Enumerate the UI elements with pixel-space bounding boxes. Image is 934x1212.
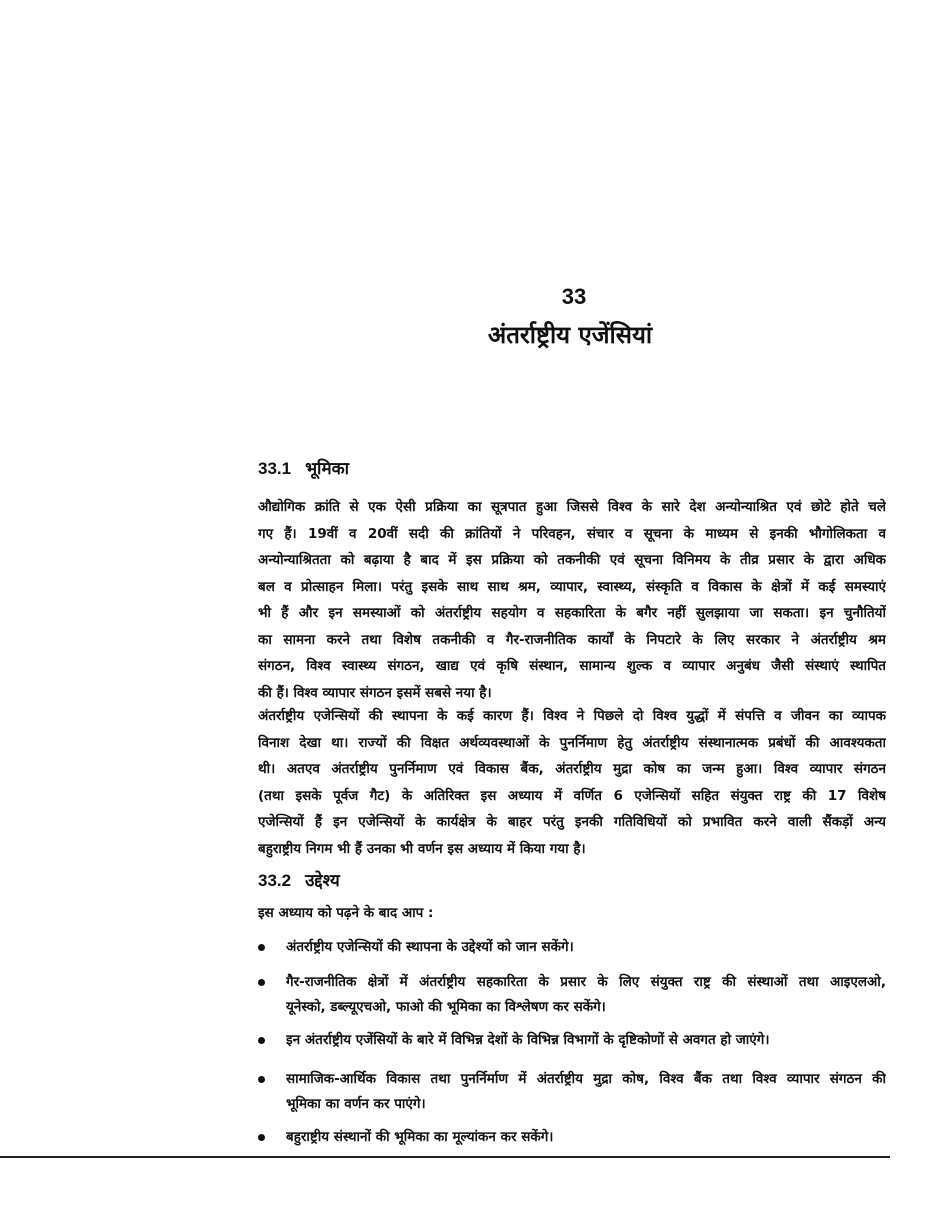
bullet-icon (258, 1037, 265, 1044)
bullet-icon (258, 944, 265, 951)
footer-rule (0, 1156, 890, 1158)
text-line: अंतर्राष्ट्रीय एजेन्सियों की स्थापना के उद्देश्यों को जान सकेंगे। (286, 939, 574, 955)
chapter-number: 33 (561, 284, 587, 309)
text-line: अंतर्राष्ट्रीय एजेन्सियों की स्थापना के कई कारण हैं। विश्व ने पिछले दो विश्व युद्धों में संपत्ति व जीवन का व्यापक (258, 708, 886, 724)
objective-bullet (258, 1067, 886, 1117)
objectives-intro: इस अध्याय को पढ़ने के बाद आप : (258, 905, 434, 921)
section-number: 33.1 (258, 459, 292, 478)
objective-bullet (258, 1028, 886, 1053)
text-line: भूमिका का वर्णन कर पाएंगे। (286, 1096, 426, 1112)
paragraph-1 (258, 494, 886, 706)
text-line: विनाश देखा था। राज्यों की विक्षत अर्थव्यवस्थाओं के पुनर्निमाण हेतु अंतर्राष्ट्रीय संस्थानात्मक प्रबंधों की आवश्यकता (258, 734, 886, 751)
text-line: यूनेस्को, डब्ल्यूएचओ, फाओ की भूमिका का विश्लेषण कर सकेंगे। (286, 999, 606, 1015)
text-line: औद्योगिक क्रांति से एक ऐसी प्रक्रिया का सूत्रपात हुआ जिससे विश्व के सारे देश अन्योन्याश्रित एवं छोटे होते चले (258, 499, 886, 515)
text-line: बहुराष्ट्रीय निगम भी हैं उनका भी वर्णन इस अध्याय में किया गया है। (258, 840, 586, 857)
paragraph-2 (258, 703, 886, 862)
text-line: (तथा इसके पूर्वज गैट) के अतिरिक्त इस अध्याय में वर्णित 6 एजेन्सियों सहित संयुक्त राष्ट्र की 17 विशेष (258, 787, 886, 804)
objective-bullet (258, 970, 886, 1020)
text-line: का सामना करने तथा विशेष तकनीकी व गैर-राजनीतिक कार्यों के निपटारे के लिए सरकार ने अंतर्राष्ट्रीय श्रम (258, 631, 886, 648)
text-line: अन्योन्याश्रितता को बढ़ाया है बाद में इस प्रक्रिया को तकनीकी एवं सूचना विनिमय के तीव्र प्रसार के द्वारा अधिक (258, 552, 886, 568)
text-line: संगठन, विश्व स्वास्थ्य संगठन, खाद्य एवं कृषि संस्थान, सामान्य शुल्क व व्यापार अनुबंध जैसी संस्थाएं स्थापित (258, 658, 886, 674)
text-line: सामाजिक-आर्थिक विकास तथा पुनर्निर्माण में अंतर्राष्ट्रीय मुद्रा कोष, विश्व बैंक तथा विश्व व्यापार संगठन की (286, 1071, 886, 1087)
text-line: बहुराष्ट्रीय संस्थानों की भूमिका का मूल्यांकन कर सकेंगे। (286, 1129, 554, 1145)
text-line: गए हैं। 19वीं व 20वीं सदी की क्रांतियों ने परिवहन, संचार व सूचना के माध्यम से इनकी भौगोलिकता व (258, 525, 886, 542)
chapter-title: अंतर्राष्ट्रीय एजेंसियां (487, 321, 653, 349)
objective-bullet (258, 1125, 886, 1150)
text-line: इन अंतर्राष्ट्रीय एजेंसियों के बारे में विभिन्न देशों के विभिन्न विभागों के दृष्टिकोणों से अवगत हो जाएंगे। (286, 1032, 770, 1048)
objective-bullet (258, 935, 886, 960)
bullet-icon (258, 1076, 265, 1083)
section-heading-intro (258, 456, 349, 479)
text-line: गैर-राजनीतिक क्षेत्रों में अंतर्राष्ट्रीय सहकारिता के प्रसार के लिए संयुक्त राष्ट्र की संस्थाओं तथा आइएलओ, (286, 974, 886, 990)
section-title: उद्देश्य (305, 871, 340, 891)
text-line: बल व प्रोत्साहन मिला। परंतु इसके साथ साथ श्रम, व्यापार, स्वास्थ्य, संस्कृति व विकास के क्षेत्रों में कई समस्याएं (258, 578, 886, 595)
text-line: थी। अतएव अंतर्राष्ट्रीय पुनर्निमाण एवं विकास बैंक, अंतर्राष्ट्रीय मुद्रा कोष का जन्म हुआ। विश्व व्यापार संगठन (258, 761, 886, 777)
text-line: भी हैं और इन समस्याओं को अंतर्राष्ट्रीय सहयोग व सहकारिता के बगैर नहीं सुलझाया जा सकता। इन चुनौतियों (258, 605, 886, 621)
text-line: एजेन्सियों हैं इन एजेन्सियों के कार्यक्षेत्र के बाहर परंतु इनकी गतिविधियों को प्रभावित करने वाली सैंकड़ों अन्य (258, 814, 886, 830)
bullet-icon (258, 1134, 265, 1141)
section-heading-objectives (258, 868, 340, 891)
bullet-icon (258, 979, 265, 986)
section-title: भूमिका (305, 459, 350, 479)
section-number: 33.2 (258, 871, 292, 890)
text-line: की हैं। विश्व व्यापार संगठन इसमें सबसे नया है। (258, 684, 492, 701)
